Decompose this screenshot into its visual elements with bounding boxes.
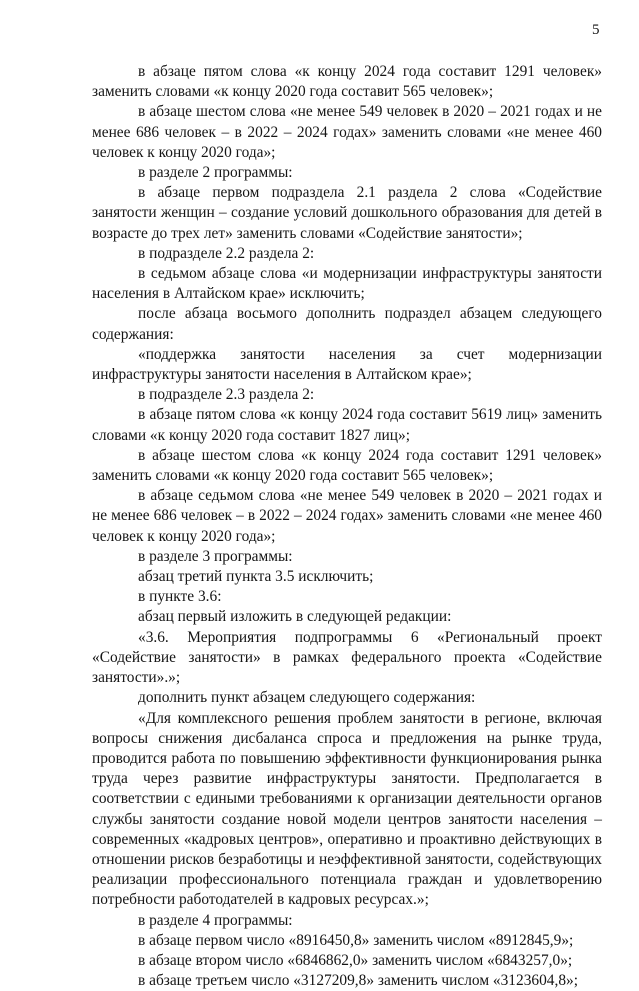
page-number: 5 [592, 22, 600, 38]
paragraph: после абзаца восьмого дополнить подраздел абзацем следующего содержания: [92, 305, 602, 343]
paragraph: абзац третий пункта 3.5 исключить; [138, 568, 374, 586]
paragraph: в седьмом абзаце слова «и модернизации инфраструктуры занятости населения в Алтайском крае» исключить; [92, 265, 602, 303]
paragraph: в подразделе 2.3 раздела 2: [138, 386, 315, 404]
paragraph: в абзаце первом подраздела 2.1 раздела 2 слова «Содействие занятости женщин – создание условий дошкольного образования для детей в возрасте до трех лет» заменить словами «Содействие занятости»; [92, 184, 602, 242]
paragraph: в пункте 3.6: [138, 588, 222, 606]
paragraph: «поддержка занятости населения за счет модернизации инфраструктуры занятости населения в Алтайском крае»; [92, 345, 602, 384]
paragraph: в абзаце втором число «6846862,0» заменить числом «6843257,0»; [138, 951, 573, 969]
paragraph: в разделе 2 программы: [138, 164, 293, 182]
paragraph: дополнить пункт абзацем следующего содержания: [138, 689, 476, 707]
paragraph: «Для комплексного решения проблем занятости в регионе, включая вопросы снижения дисбаланса спроса и предложения на рынке труда, проводится работа по повышению эффективности функционирования рынка труда через развитие инфраструктуры занятости. Предполагается в соответствии с едиными требованиями к организации деятельности органов службы занятости создание новой модели центров занятости населения – современных «кадровых центров», оперативно и проактивно действующих в отношении рисков безработицы и неэффективной занятости, содействующих реализации профессионального потенциала граждан и удовлетворению потребности работодателей в кадровых ресурсах.»; [92, 709, 602, 909]
paragraph: абзац первый изложить в следующей редакции: [138, 608, 452, 626]
paragraph: «3.6. Мероприятия подпрограммы 6 «Региональный проект «Содействие занятости» в рамках федерального проекта «Содействие занятости».»; [92, 628, 602, 687]
paragraph: в абзаце шестом слова «к концу 2024 года составит 1291 человек» заменить словами «к концу 2020 года составит 565 человек»; [92, 446, 602, 485]
paragraph: в абзаце седьмом слова «не менее 549 человек в 2020 – 2021 годах и не менее 686 человек – в 2022 – 2024 годах» заменить словами «не менее 460 человек к концу 2020 года»; [92, 487, 602, 545]
paragraph: в разделе 3 программы: [138, 547, 293, 565]
paragraph: в абзаце первом число «8916450,8» заменить числом «8912845,9»; [138, 931, 574, 949]
document-body [92, 62, 602, 991]
paragraph: в абзаце пятом слова «к концу 2024 года составит 1291 человек» заменить словами «к концу 2020 года составит 565 человек»; [92, 63, 602, 101]
paragraph: в подразделе 2.2 раздела 2: [138, 244, 315, 262]
paragraph: в абзаце третьем число «3127209,8» заменить числом «3123604,8»; [138, 972, 578, 990]
paragraph: в разделе 4 программы: [138, 911, 293, 929]
paragraph: в абзаце пятом слова «к концу 2024 года составит 5619 лиц» заменить словами «к концу 2020 года составит 1827 лиц»; [92, 406, 602, 444]
paragraph: в абзаце шестом слова «не менее 549 человек в 2020 – 2021 годах и не менее 686 человек – в 2022 – 2024 годах» заменить словами «не менее 460 человек к концу 2020 года»; [92, 103, 602, 161]
